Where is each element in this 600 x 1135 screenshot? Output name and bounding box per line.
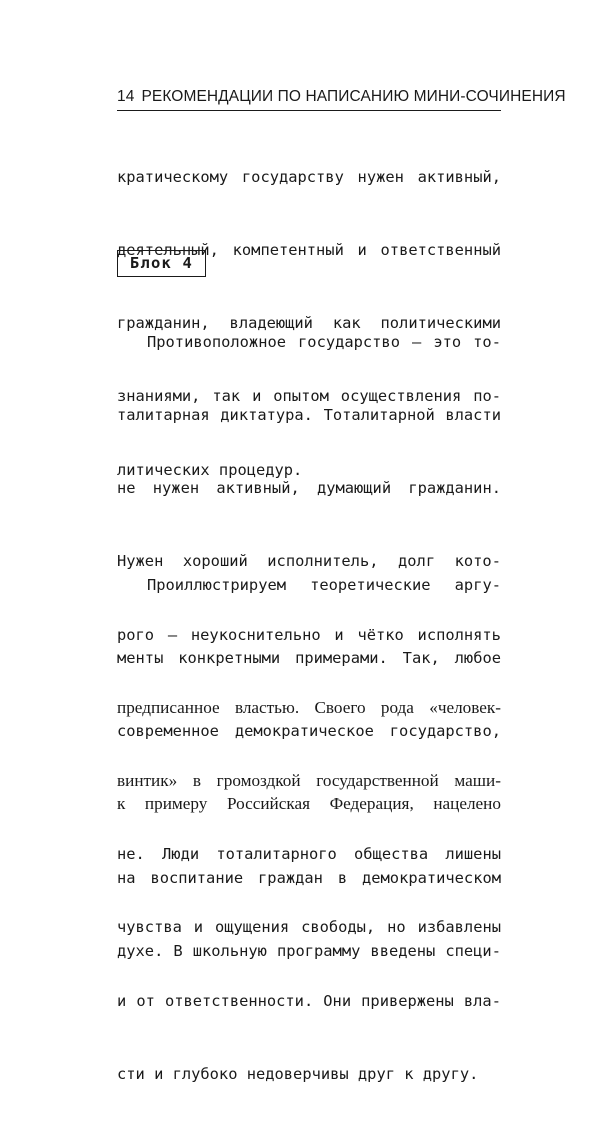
word: примерами.: [295, 649, 388, 668]
word: конкретными: [178, 649, 281, 668]
word: как: [332, 314, 361, 333]
text-line: [117, 792, 501, 816]
word: введены: [370, 941, 436, 960]
word: рого: [117, 625, 155, 644]
word: чувства: [117, 918, 182, 937]
word: гражданин.: [408, 479, 501, 498]
word: ответственности.: [164, 991, 314, 1010]
word: аргу-: [454, 575, 501, 594]
word: государство,: [389, 722, 501, 741]
word: активный,: [216, 479, 300, 498]
word: Проиллюстрируем: [147, 575, 286, 594]
word: духе.: [117, 941, 164, 960]
word: долг: [398, 552, 436, 571]
word: исполнять: [417, 625, 501, 644]
word: но: [387, 918, 406, 937]
text-line: [117, 573, 501, 597]
word: лишены: [445, 845, 501, 864]
word: воспитание: [150, 868, 244, 887]
word: свободы,: [301, 918, 376, 937]
word: специ-: [445, 941, 501, 960]
word: нацелено: [433, 794, 501, 814]
word: хороший: [182, 552, 248, 571]
word: активный,: [417, 167, 501, 186]
word: кратическому: [117, 167, 229, 186]
word: и: [193, 918, 204, 937]
word: демократическое: [234, 722, 374, 741]
word: исполнитель,: [267, 552, 379, 571]
word: привержены: [361, 991, 454, 1010]
word: на: [117, 868, 136, 887]
word: государственной: [316, 771, 439, 791]
word: и: [252, 387, 262, 406]
word: Люди: [162, 845, 200, 864]
word: винтик»: [117, 771, 178, 791]
word: —: [167, 625, 178, 644]
word: Тоталитарной: [323, 406, 435, 425]
text-line: [117, 646, 501, 670]
word: от: [136, 991, 155, 1010]
word: в: [192, 771, 201, 791]
word: —: [412, 332, 422, 351]
word: рода: [380, 697, 414, 717]
text-line: [117, 939, 501, 963]
word: вла-: [463, 991, 501, 1010]
word: к: [117, 794, 126, 814]
word: примеру: [144, 794, 208, 814]
word: диктатура.: [220, 406, 313, 425]
text-line: [117, 866, 501, 890]
header-rule: [117, 110, 501, 111]
word: кото-: [454, 552, 501, 571]
word: громоздкой: [216, 771, 301, 791]
word: общества: [354, 845, 429, 864]
running-head: [117, 86, 566, 108]
word: осуществления: [340, 387, 462, 406]
word: и: [357, 241, 367, 260]
word: думающий: [316, 479, 392, 498]
block-title: Блок 4: [117, 250, 206, 277]
word: не: [117, 479, 136, 498]
word: и: [117, 991, 127, 1010]
word: В: [173, 941, 183, 960]
word: тоталитарного: [216, 845, 337, 864]
paragraph: [117, 524, 501, 1012]
text-line: сти и глубоко недоверчивы друг к другу.: [117, 1064, 479, 1083]
word: предписанное: [117, 697, 220, 717]
text-line: [117, 165, 501, 189]
word: Противоположное: [147, 332, 286, 351]
page-number: 14: [117, 88, 135, 105]
word: ответственный: [380, 241, 501, 260]
word: Федерация,: [329, 794, 414, 814]
word: маши-: [454, 771, 501, 791]
word: ощущения: [215, 918, 290, 937]
word: теоретические: [310, 575, 431, 594]
word: владеющий: [229, 314, 313, 333]
word: государству: [241, 167, 344, 186]
word: неукоснительно: [190, 625, 321, 644]
word: чётко: [357, 625, 404, 644]
word: так: [212, 387, 241, 406]
word: школьную: [192, 941, 267, 960]
word: властью.: [234, 697, 300, 717]
word: политическими: [380, 314, 501, 333]
running-title: РЕКОМЕНДАЦИИ ПО НАПИСАНИЮ МИНИ-СОЧИНЕНИЯ: [141, 88, 566, 105]
word: демократическом: [362, 868, 501, 887]
word: деятельный,: [117, 241, 219, 260]
word: Так,: [402, 649, 440, 668]
word: это: [433, 332, 462, 351]
word: программу: [276, 941, 361, 960]
word: опытом: [273, 387, 329, 406]
word: Они: [323, 991, 352, 1010]
text-line: [117, 476, 501, 500]
word: нужен: [357, 167, 404, 186]
word: компетентный: [232, 241, 344, 260]
word: современное: [117, 722, 219, 741]
word: талитарная: [117, 406, 210, 425]
word: избавлены: [417, 918, 501, 937]
word: «человек-: [429, 697, 501, 717]
word: государство: [298, 332, 400, 351]
word: то-: [473, 332, 501, 351]
text-line: [117, 330, 501, 354]
word: граждан: [258, 868, 323, 887]
word: Российская: [226, 794, 311, 814]
text-line: [117, 719, 501, 743]
word: Своего: [314, 697, 366, 717]
word: нужен: [152, 479, 200, 498]
word: Нужен: [117, 552, 164, 571]
word: не.: [117, 845, 145, 864]
word: власти: [445, 406, 501, 425]
text-line: литических процедур.: [117, 460, 303, 479]
text-line: [117, 403, 501, 427]
word: по-: [473, 387, 501, 406]
word: в: [337, 868, 348, 887]
word: менты: [117, 649, 164, 668]
word: гражданин,: [117, 314, 210, 333]
word: любое: [454, 649, 501, 668]
word: знаниями,: [117, 387, 201, 406]
word: и: [334, 625, 344, 644]
